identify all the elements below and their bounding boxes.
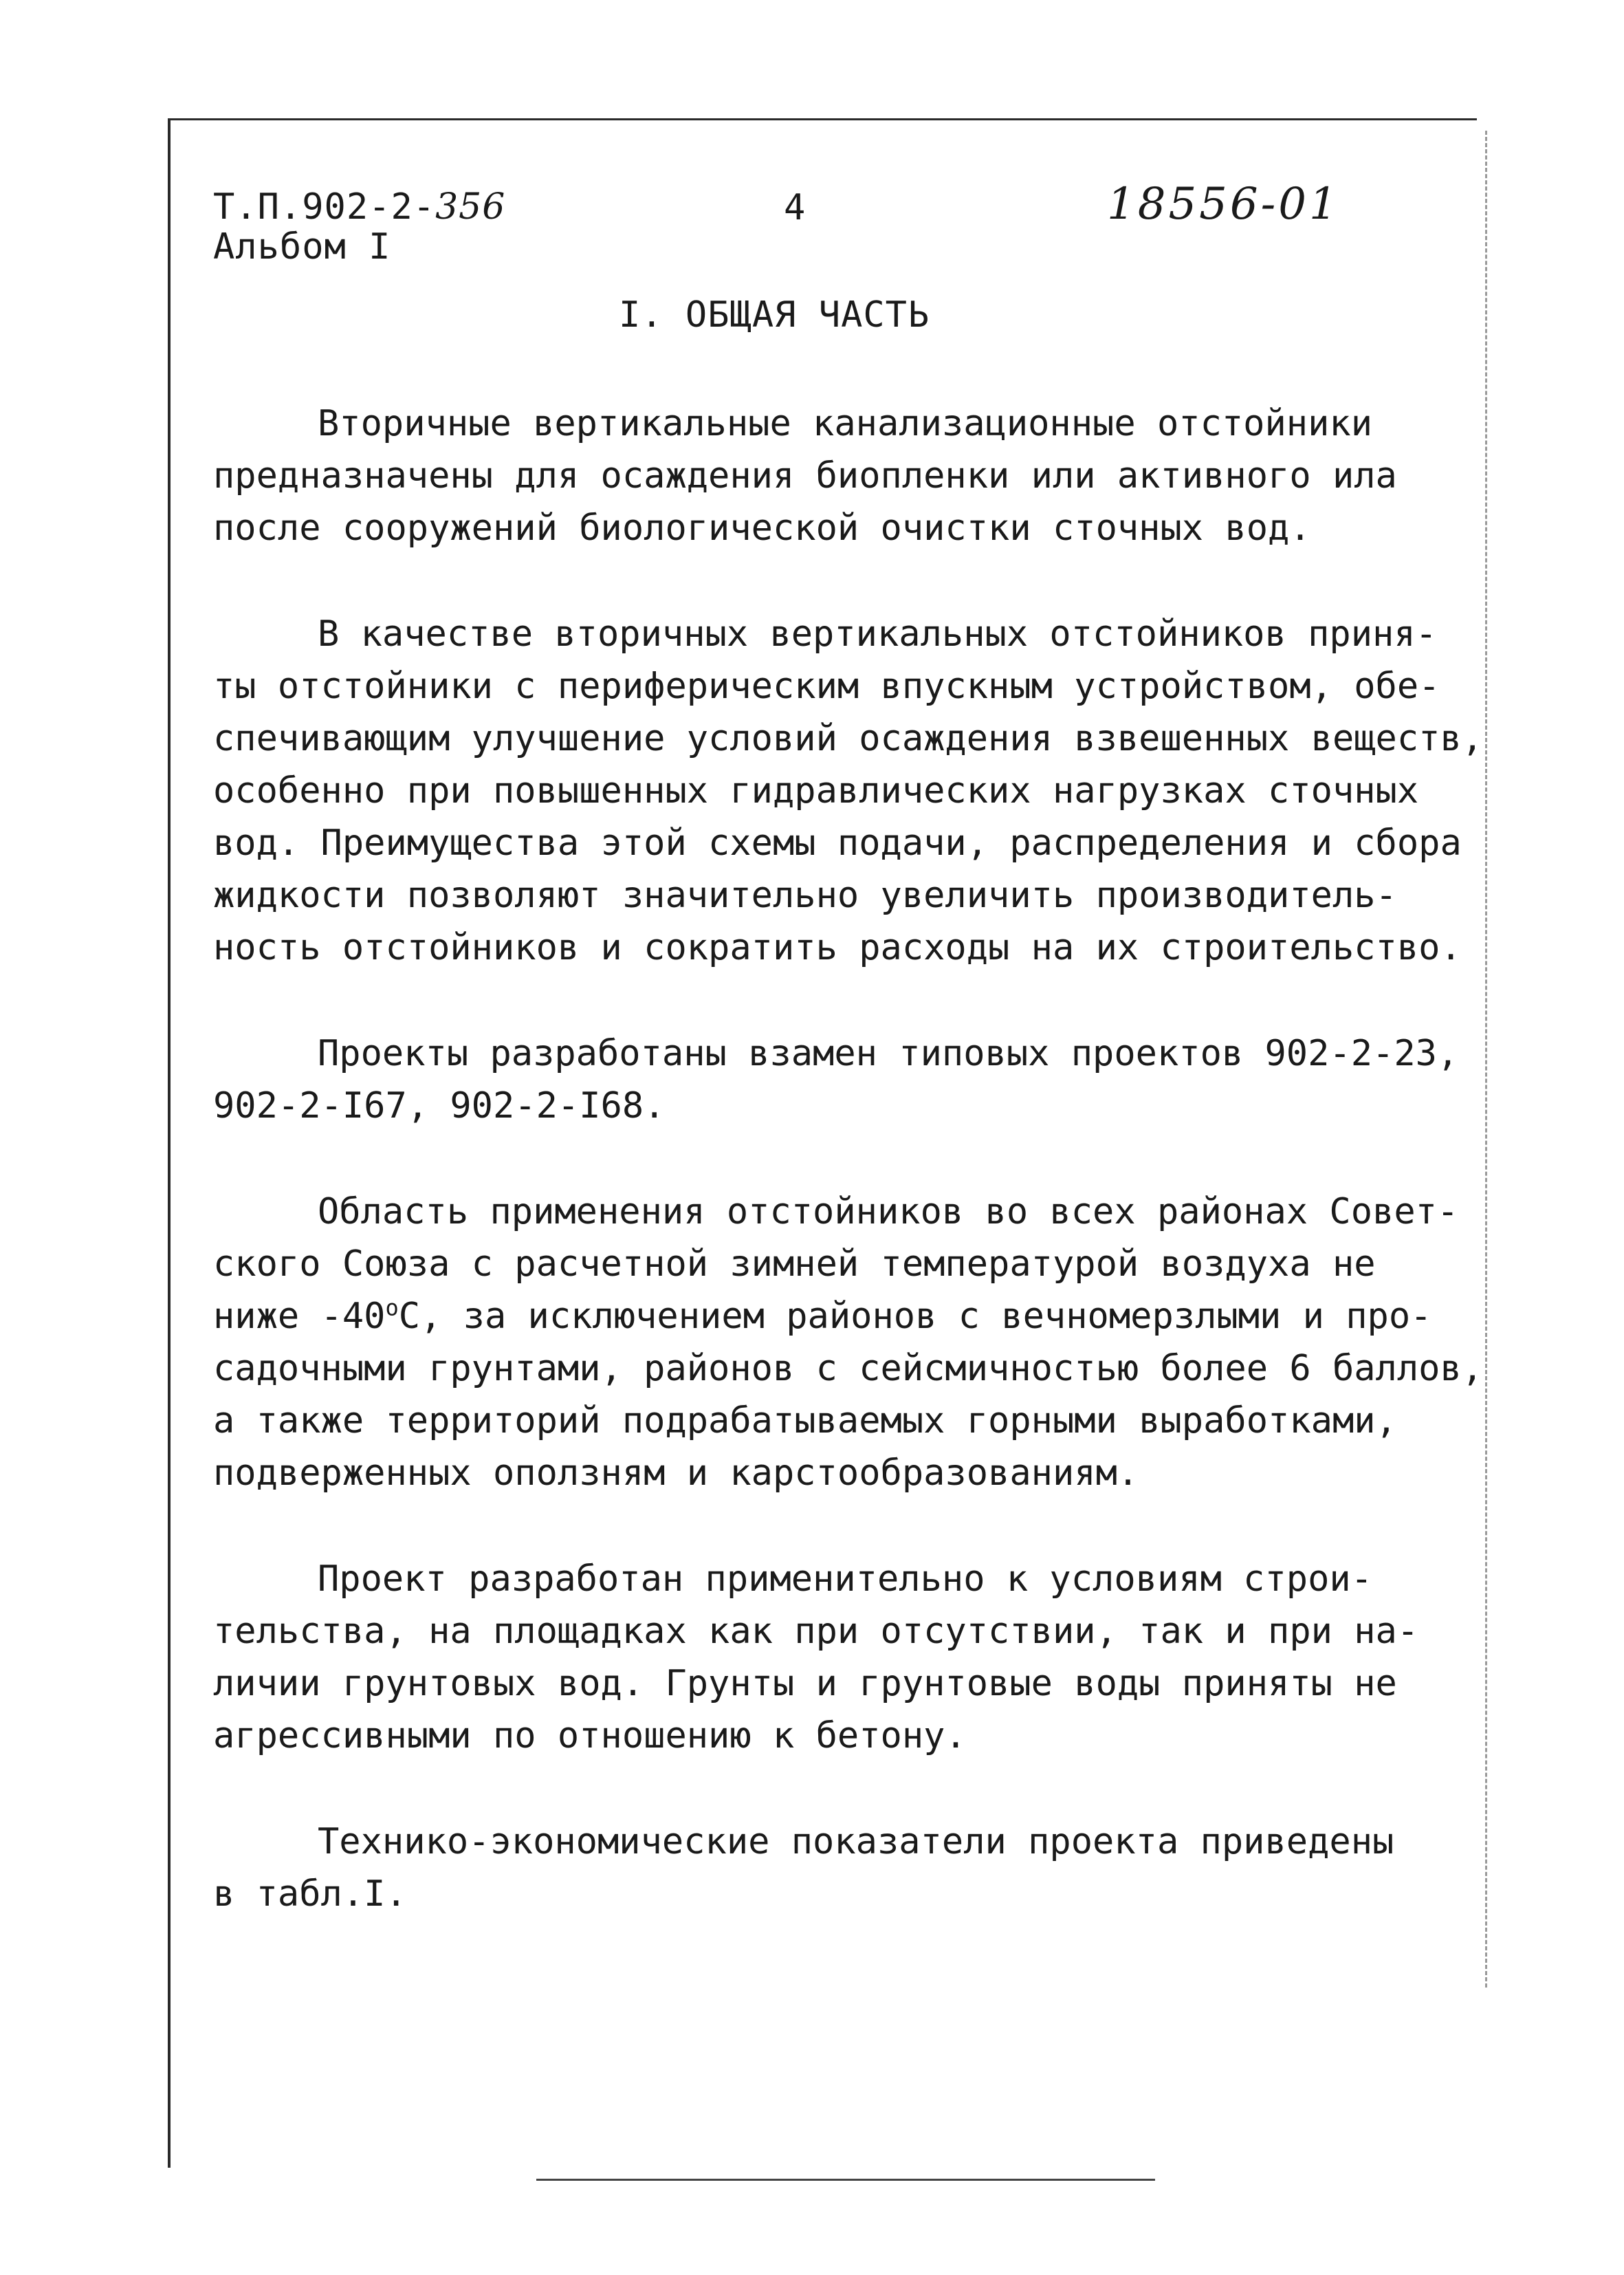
paragraph: [213, 1027, 1485, 1132]
text-line: спечивающим улучшение условий осаждения взвешенных веществ,: [213, 718, 1484, 759]
text-line: Область применения отстойников во всех районах Совет-: [318, 1191, 1459, 1232]
paragraph: [213, 398, 1485, 554]
text-line: садочными грунтами, районов с сейсмичностью более 6 баллов,: [213, 1348, 1484, 1389]
paragraph: [213, 1186, 1485, 1499]
text-line: предназначены для осаждения биопленки или активного ила: [213, 455, 1397, 497]
document-body: [213, 398, 1485, 1974]
text-line: ты отстойники с периферическим впускным устройством, обе-: [213, 666, 1440, 707]
text-line: в табл.I.: [213, 1873, 407, 1915]
text-line: 902-2-I67, 902-2-I68.: [213, 1085, 666, 1126]
text-line: тельства, на площадках как при отсутствии, так и при на-: [213, 1611, 1419, 1652]
degree-sign: о: [385, 1294, 399, 1321]
text-line: Проекты разработаны взамен типовых проектов 902-2-23,: [318, 1033, 1459, 1074]
text-line: жидкости позволяют значительно увеличить производитель-: [213, 875, 1397, 916]
paragraph: [213, 1816, 1485, 1920]
paragraph: [213, 1553, 1485, 1762]
text-line: ского Союза с расчетной зимней температурой воздуха не: [213, 1243, 1376, 1285]
section-title: I. ОБЩАЯ ЧАСТЬ: [619, 294, 930, 336]
text-line: В качестве вторичных вертикальных отстойников приня-: [318, 613, 1437, 655]
text-line: подверженных оползням и карстообразованиям.: [213, 1452, 1139, 1494]
text-line: Технико-экономические показатели проекта приведены: [318, 1821, 1394, 1862]
text-line: агрессивными по отношению к бетону.: [213, 1715, 967, 1756]
text-line: особенно при повышенных гидравлических нагрузках сточных: [213, 770, 1419, 812]
text-line: Вторичные вертикальные канализационные отстойники: [318, 403, 1373, 444]
text-line: вод. Преимущества этой схемы подачи, распределения и сбора: [213, 823, 1462, 864]
document-header: [213, 187, 505, 267]
text-line: ность отстойников и сократить расходы на их строительство.: [213, 927, 1462, 968]
handwritten-number: 18556-01: [1107, 179, 1340, 230]
doc-code: Т.П.902-2-356: [213, 186, 506, 228]
temperature-line: ниже $-40^оС$, за исключением районов с вечномерзлыми и про-: [213, 1294, 1432, 1337]
page-number: 4: [784, 187, 806, 228]
text-line: личии грунтовых вод. Грунты и грунтовые воды приняты не: [213, 1663, 1397, 1704]
frame-left-border: [168, 118, 171, 2168]
frame-top-border: [171, 118, 1477, 120]
doc-code-handwritten: 356: [435, 186, 506, 228]
text-line: Проект разработан применительно к условиям строи-: [318, 1558, 1373, 1600]
album-label: Альбом I: [213, 226, 391, 268]
bottom-rule: [536, 2179, 1155, 2181]
text-line: после сооружений биологической очистки сточных вод.: [213, 508, 1311, 549]
text-line: а также территорий подрабатываемых горными выработками,: [213, 1400, 1397, 1441]
frame-right-border: [1485, 131, 1487, 1988]
paragraph: [213, 608, 1485, 974]
